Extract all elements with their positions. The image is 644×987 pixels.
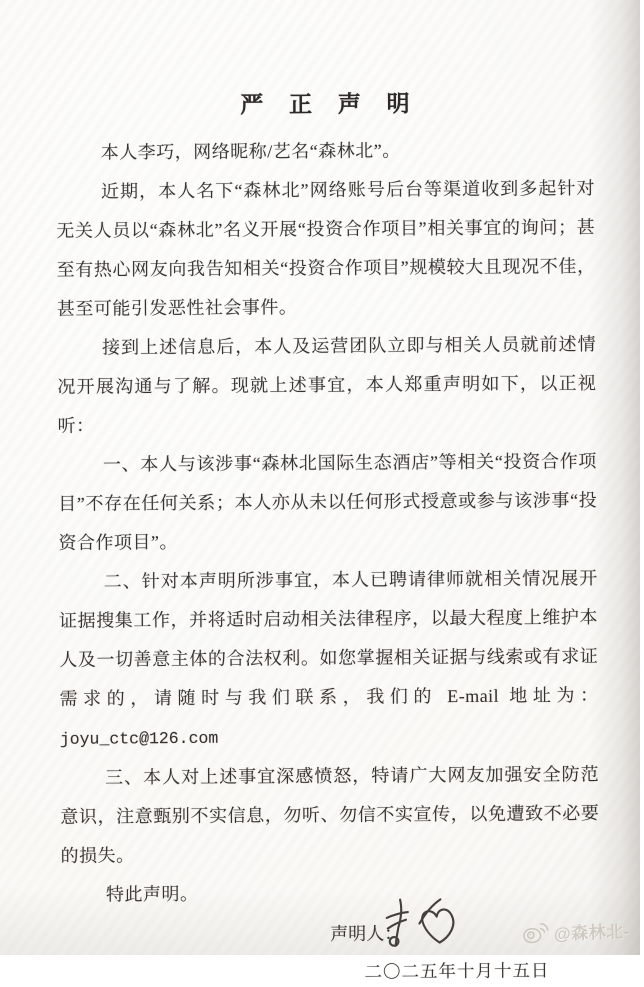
weibo-icon (522, 919, 551, 946)
statement-item-2 (59, 559, 599, 759)
weibo-watermark (522, 916, 631, 946)
statement-item-3: 三、本人对上述事宜深感愤怒，特请广大网友加强安全防范意识，注意甄别不实信息，勿听、勿信不实宣传，以免遭致不必要的损失。 (60, 764, 600, 866)
email-address: joyu_ctc@126.com (59, 728, 219, 749)
handwritten-signature (379, 896, 475, 959)
statement-item-1: 一、本人与该涉事“森林北国际生态酒店”等相关“投资合作项目”不存在任何关系；本人亦从未以任何形式授意或参与该涉事“投资合作项目”。 (58, 451, 598, 553)
signatory-label: 声明人： (330, 923, 403, 944)
statement-item-2-text: 二、针对本声明所涉事宜，本人已聘请律师就相关情况展开证据搜集工作，并将适时启动相关法律程序，以最大程度上维护本人及一切善意主体的合法权利。如您掌握相关证据与线索或有求证需求的，请随时与我们联系，我们的 E-mail 地址为： (58, 568, 599, 709)
paragraph-intro: 本人李巧，网络昵称/艺名“森林北”。 (100, 140, 401, 163)
paragraph-background: 近期，本人名下“森林北”网络账号后台等渠道收到多起针对无关人员以“森林北”名义开展“投资合作项目”相关事宜的询问；甚至有热心网友向我告知相关“投资合作项目”规模较大且现况不佳，甚至可能引发恶性社会事件。 (56, 178, 596, 319)
closing-line: 特此声明。 (105, 883, 199, 905)
statement-date: 二〇二五年十月十五日 (364, 960, 550, 982)
watermark-text: @森林北- (553, 921, 631, 944)
signature-row (61, 913, 600, 956)
paragraph-response: 接到上述信息后，本人及运营团队立即与相关人员就前述情况开展沟通与了解。现就上述事宜，本人郑重声明如下，以正视听： (57, 334, 597, 436)
document-title: 严 正 声 明 (240, 91, 420, 118)
